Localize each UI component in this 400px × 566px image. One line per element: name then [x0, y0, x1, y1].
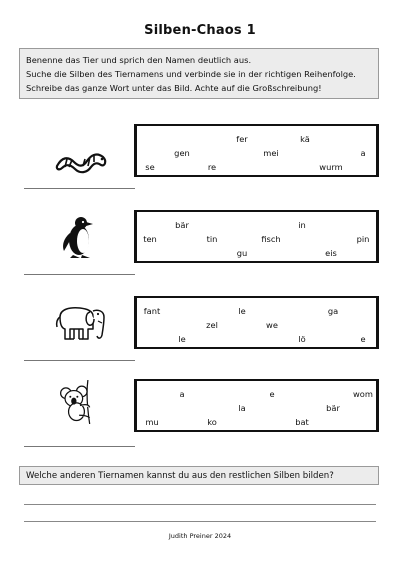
syllable[interactable]: a: [360, 148, 366, 158]
bonus-question: Welche anderen Tiernamen kannst du aus den restlichen Silben bilden?: [19, 466, 379, 485]
syllable[interactable]: mei: [263, 148, 279, 158]
instruction-line: Suche die Silben des Tiernamens und verbinde sie in der richtigen Reihenfolge.: [26, 69, 356, 79]
bonus-answer-line[interactable]: [24, 521, 376, 522]
exercise-row-elephant: [0, 293, 400, 383]
syllable[interactable]: in: [298, 220, 306, 230]
syllable-box: [134, 379, 379, 432]
syllable[interactable]: fer: [236, 134, 248, 144]
syllable[interactable]: tin: [206, 234, 218, 244]
exercise-row-koala: [0, 376, 400, 466]
syllable[interactable]: wom: [353, 389, 373, 399]
elephant-icon: [50, 301, 110, 345]
syllable[interactable]: zel: [206, 320, 218, 330]
instruction-line: Schreibe das ganze Wort unter das Bild. Achte auf die Großschreibung!: [26, 83, 322, 93]
syllable[interactable]: lö: [298, 334, 306, 344]
syllable[interactable]: fant: [143, 306, 161, 316]
worm-icon: [50, 133, 110, 177]
syllable[interactable]: ten: [143, 234, 157, 244]
syllable[interactable]: kä: [300, 134, 310, 144]
exercise-row-worm: [0, 121, 400, 211]
syllable[interactable]: se: [145, 162, 155, 172]
penguin-icon: [50, 215, 110, 259]
answer-line[interactable]: [24, 446, 135, 447]
bonus-answer-line[interactable]: [24, 504, 376, 505]
instructions-box: [19, 48, 379, 99]
syllable-box: [134, 296, 379, 349]
worksheet-title: Silben-Chaos 1: [144, 23, 256, 38]
syllable[interactable]: la: [238, 403, 246, 413]
syllable[interactable]: e: [269, 389, 275, 399]
syllable[interactable]: ko: [207, 417, 217, 427]
syllable[interactable]: eis: [325, 248, 337, 258]
syllable[interactable]: ga: [327, 306, 339, 316]
answer-line[interactable]: [24, 188, 135, 189]
syllable[interactable]: bat: [295, 417, 309, 427]
syllable[interactable]: we: [266, 320, 278, 330]
syllable[interactable]: le: [178, 334, 186, 344]
author-credit: Judith Preiner 2024: [168, 532, 232, 540]
syllable[interactable]: le: [238, 306, 246, 316]
syllable[interactable]: bär: [175, 220, 189, 230]
exercise-row-penguin: [0, 207, 400, 297]
syllable[interactable]: pin: [356, 234, 370, 244]
instruction-line: Benenne das Tier und sprich den Namen deutlich aus.: [26, 55, 252, 65]
syllable[interactable]: gu: [236, 248, 248, 258]
syllable[interactable]: gen: [174, 148, 190, 158]
syllable[interactable]: mu: [145, 417, 159, 427]
syllable[interactable]: re: [207, 162, 217, 172]
syllable[interactable]: bär: [326, 403, 340, 413]
syllable[interactable]: a: [179, 389, 185, 399]
syllable[interactable]: fisch: [261, 234, 281, 244]
answer-line[interactable]: [24, 274, 135, 275]
syllable-box: [134, 124, 379, 177]
koala-icon: [50, 380, 110, 424]
syllable-box: [134, 210, 379, 263]
syllable[interactable]: e: [360, 334, 366, 344]
syllable[interactable]: wurm: [319, 162, 343, 172]
answer-line[interactable]: [24, 360, 135, 361]
